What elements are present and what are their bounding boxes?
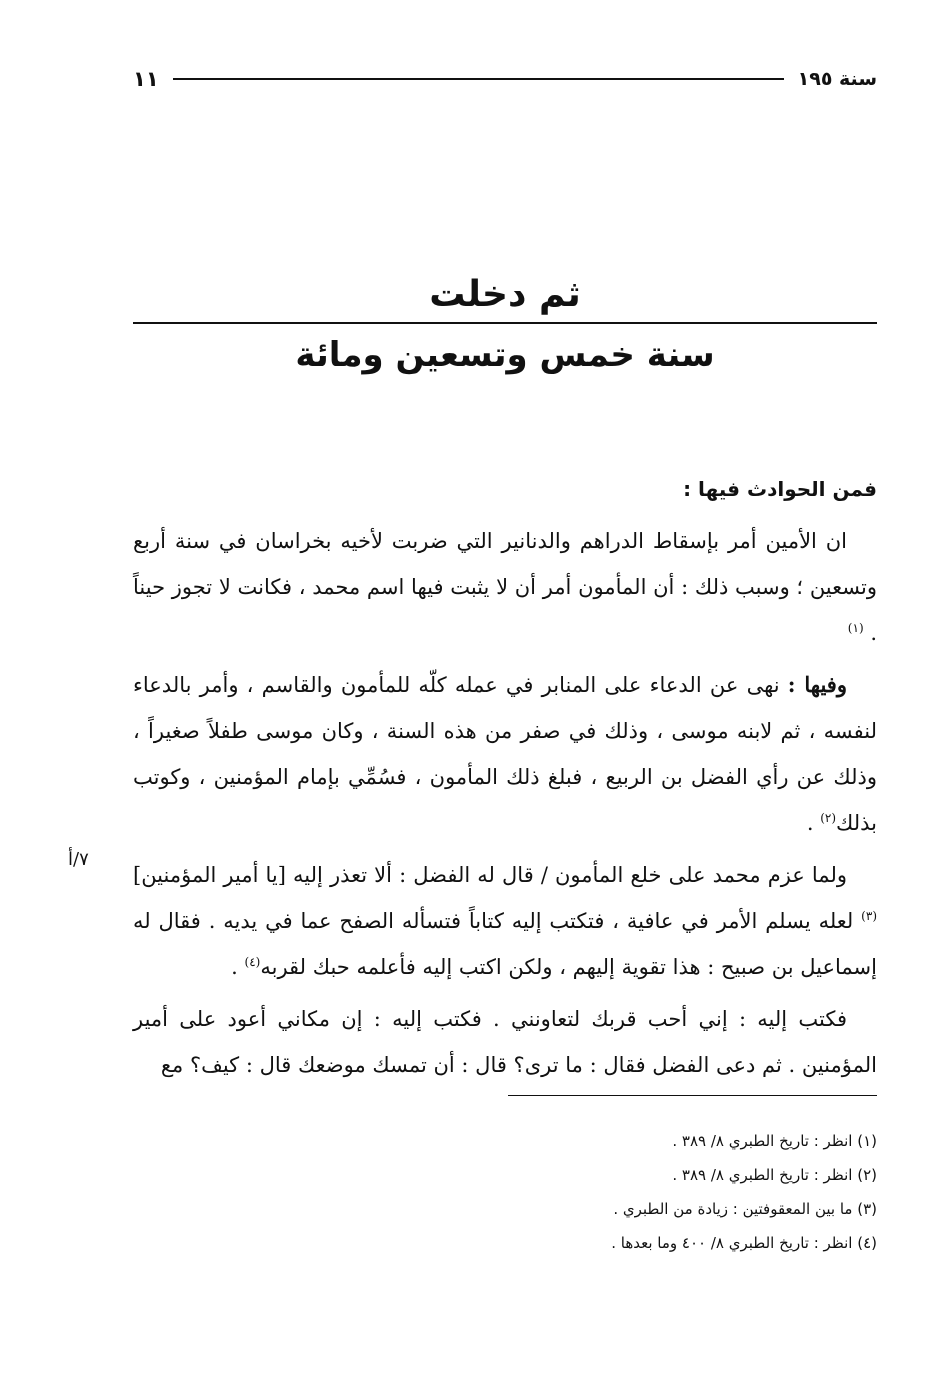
footnote-rule — [508, 1095, 877, 1096]
paragraph-lead: وفيها : — [787, 672, 847, 697]
paragraph-text: ان الأمين أمر بإسقاط الدراهم والدنانير التي ضربت لأخيه بخراسان في سنة أربع وتسعين ؛ وسبب ذلك : أن المأمون أمر أن لا يثبت فيها اسم محمد ، فكانت لا تجوز حيناً . — [133, 529, 877, 645]
paragraph-2 — [133, 662, 877, 846]
paragraph-3 — [133, 852, 877, 990]
footnote-item: (٣) ما بين المعقوفتين : زيادة من الطبري . — [613, 1200, 877, 1218]
footnote-marker: (٤) — [244, 955, 261, 969]
paragraph-4 — [133, 996, 877, 1088]
paragraph-text: فكتب إليه : إني أحب قربك لتعاونني . فكتب إليه : إن مكاني أعود على أمير المؤمنين . ثم دعى الفضل فقال : ما ترى؟ قال : أن تمسك موضعك قال : كيف؟ مع — [133, 1007, 877, 1077]
footnote-marker: (٣) — [861, 909, 877, 923]
header-rule — [173, 78, 784, 80]
paragraph-text: نهى عن الدعاء على المنابر في عمله كلّه للمأمون والقاسم ، وأمر بالدعاء لنفسه ، ثم لابنه موسى ، وذلك في صفر من هذه السنة ، وكان موسى طفلاً صغيراً ، وذلك عن رأي الفضل بن الربيع ، فبلغ ذلك المأمون ، فسُمِّي بإمام المؤمنين ، وكوتب بذلك — [133, 673, 877, 835]
paragraph-tail: . — [806, 811, 821, 835]
paragraph-1 — [133, 518, 877, 656]
section-label: فمن الحوادث فيها : — [683, 477, 877, 501]
page-number: ١١ — [133, 67, 159, 91]
running-title: سنة ١٩٥ — [797, 68, 877, 90]
chapter-heading-title: سنة خمس وتسعين ومائة — [295, 335, 715, 375]
footnote-item: (٤) انظر : تاريخ الطبري ٨/ ٤٠٠ وما بعدها . — [611, 1234, 877, 1252]
chapter-heading-rule — [133, 322, 877, 324]
main-text — [133, 466, 877, 1094]
footnote-marker: (١) — [847, 621, 864, 635]
chapter-heading-top: ثم دخلت — [429, 274, 581, 315]
paragraph-tail: . — [231, 955, 245, 979]
running-header — [133, 62, 877, 96]
footnote-marker: (٢) — [820, 811, 837, 825]
footnotes — [133, 1124, 877, 1260]
paragraph-text: ولما عزم محمد على خلع المأمون / قال له الفضل : ألا تعذر إليه [يا أمير المؤمنين] — [133, 863, 847, 887]
paragraph-tail: لعله يسلم الأمر في عافية ، فتكتب إليه كتاباً فتسأله الصفح عما في يديه . فقال له إسماعيل بن صبيح : هذا تقوية إليهم ، ولكن اكتب إليه فأعلمه حبك لقربه — [133, 909, 877, 979]
footnote-item: (١) انظر : تاريخ الطبري ٨/ ٣٨٩ . — [672, 1132, 877, 1150]
footnote-item: (٢) انظر : تاريخ الطبري ٨/ ٣٨٩ . — [672, 1166, 877, 1184]
manuscript-folio-ref: ٧/أ — [68, 849, 89, 870]
